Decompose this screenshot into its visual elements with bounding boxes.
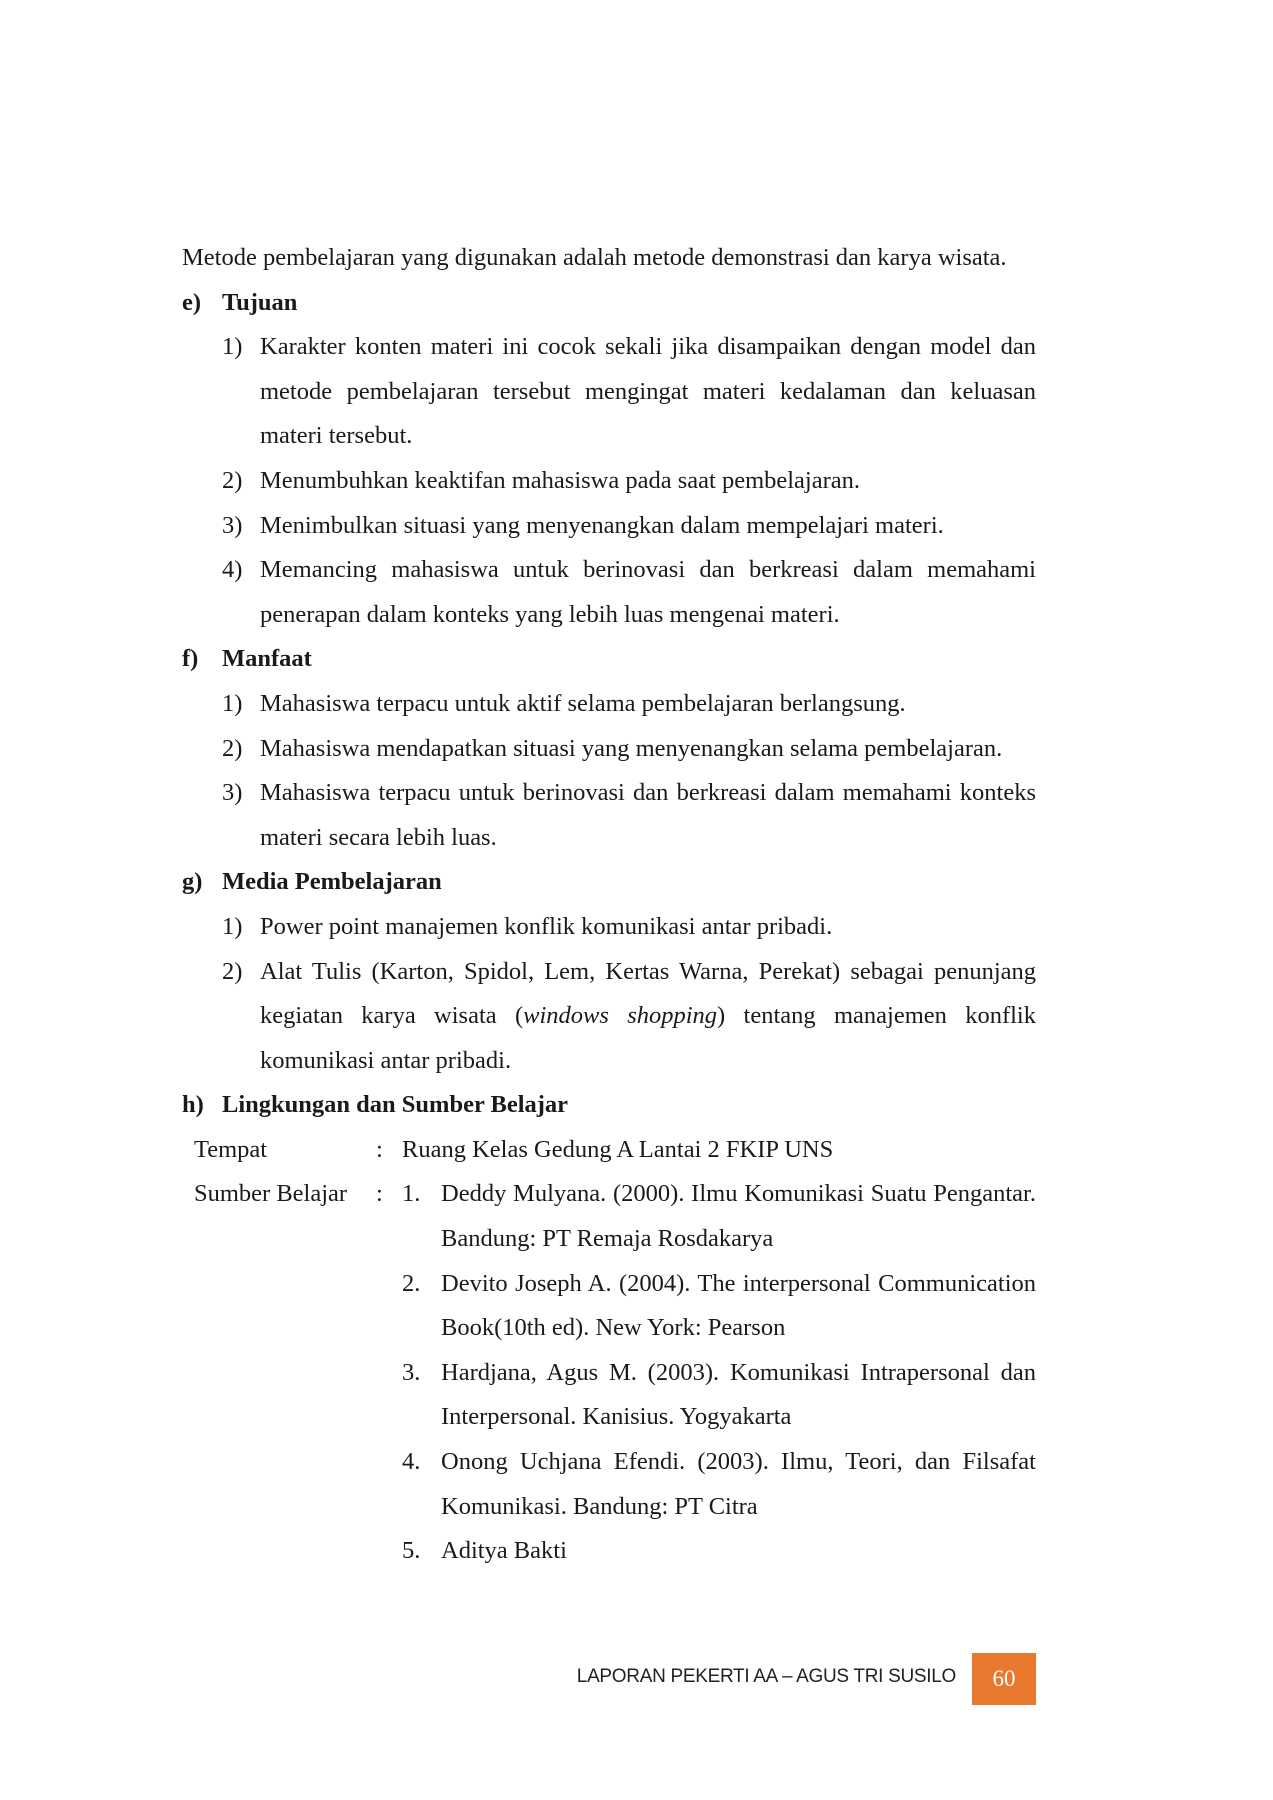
section-title: Media Pembelajaran [222,868,442,896]
list-item [222,325,1036,459]
item-text: Memancing mahasiswa untuk berinovasi dan berkreasi dalam memahami penerapan dalam konteks yang lebih luas mengenai materi. [260,556,1036,628]
section-lingkungan [182,1083,1036,1574]
list-item [222,771,1036,860]
list-item [222,727,1036,772]
item-number: 1) [222,912,243,940]
ref-text: Aditya Bakti [441,1537,567,1565]
media-list [182,905,1036,1083]
list-item [222,950,1036,1084]
item-number: 2) [222,957,243,985]
sources-label: Sumber Belajar [194,1180,348,1208]
item-number: 2) [222,466,243,494]
section-title: Tujuan [222,288,298,316]
item-text [260,950,1036,1084]
place-value: Ruang Kelas Gedung A Lantai 2 FKIP UNS [402,1135,834,1163]
item-number: 3) [222,511,243,539]
section-media [182,860,1036,1083]
item-number: 3) [222,779,243,807]
footer-title: LAPORAN PEKERTI AA – AGUS TRI SUSILO [576,1666,956,1687]
place-label: Tempat [194,1135,268,1163]
item-text-part: Alat Tulis (Karton, Spidol, Lem, Kertas Warna, Perekat) sebagai penunjang kegiatan karya wisata ( [260,957,1036,1030]
reference-item [402,1529,1036,1574]
reference-item [402,1351,1036,1440]
list-item [222,548,1036,637]
list-item [222,682,1036,727]
item-text: Menimbulkan situasi yang menyenangkan dalam mempelajari materi. [260,511,944,539]
reference-item [402,1172,1036,1261]
item-number: 1) [222,333,243,361]
section-letter: g) [182,868,203,896]
ref-text: Devito Joseph A. (2004). The interpersonal Communication Book(10th ed). New York: Pearson [441,1269,1036,1342]
section-title: Lingkungan dan Sumber Belajar [222,1091,569,1119]
colon: : [376,1180,383,1208]
section-letter: e) [182,288,202,316]
tujuan-list [182,325,1036,637]
item-text: Mahasiswa terpacu untuk aktif selama pembelajaran berlangsung. [260,689,906,717]
document-body [182,236,1036,1574]
item-text-italic: windows shopping [523,1002,718,1030]
section-heading [182,860,1036,905]
colon: : [376,1135,383,1163]
section-manfaat [182,637,1036,860]
ref-number: 4. [402,1448,421,1476]
manfaat-list [182,682,1036,860]
sources-list [402,1172,1036,1573]
item-text: Power point manajemen konflik komunikasi antar pribadi. [260,912,833,940]
item-text: Karakter konten materi ini cocok sekali jika disampaikan dengan model dan metode pembelajaran tersebut mengingat materi kedalaman dan keluasan materi tersebut. [260,333,1036,450]
ref-number: 5. [402,1537,421,1565]
reference-item [402,1262,1036,1351]
ref-number: 1. [402,1180,421,1208]
list-item [222,905,1036,950]
section-heading [182,1083,1036,1128]
ref-text: Deddy Mulyana. (2000). Ilmu Komunikasi Suatu Pengantar. Bandung: PT Remaja Rosdakarya [441,1180,1036,1253]
list-item [222,459,1036,504]
intro-paragraph: Metode pembelajaran yang digunakan adalah metode demonstrasi dan karya wisata. [182,244,1007,271]
page-footer [0,1653,1036,1703]
item-number: 4) [222,556,243,584]
item-text-part: ) tentang manajemen konflik komunikasi antar pribadi. [260,1002,1036,1074]
section-letter: h) [182,1091,204,1119]
item-text: Mahasiswa terpacu untuk berinovasi dan berkreasi dalam memahami konteks materi secara lebih luas. [260,779,1036,851]
section-heading [182,637,1036,682]
ref-text: Hardjana, Agus M. (2003). Komunikasi Intrapersonal dan Interpersonal. Kanisius. Yogyakarta [441,1358,1036,1431]
section-heading [182,281,1036,326]
item-text: Menumbuhkan keaktifan mahasiswa pada saat pembelajaran. [260,466,861,494]
item-number: 2) [222,734,243,762]
reference-item [402,1440,1036,1529]
section-letter: f) [182,645,199,673]
section-title: Manfaat [222,645,312,673]
ref-text: Onong Uchjana Efendi. (2003). Ilmu, Teori, dan Filsafat Komunikasi. Bandung: PT Citra [441,1448,1036,1520]
ref-number: 2. [402,1269,421,1297]
ref-number: 3. [402,1358,421,1386]
environment-table [194,1128,1036,1574]
section-tujuan [182,281,1036,638]
page-number-badge: 60 [972,1653,1036,1705]
list-item [222,504,1036,549]
item-number: 1) [222,689,243,717]
item-text: Mahasiswa mendapatkan situasi yang menyenangkan selama pembelajaran. [260,734,1003,762]
